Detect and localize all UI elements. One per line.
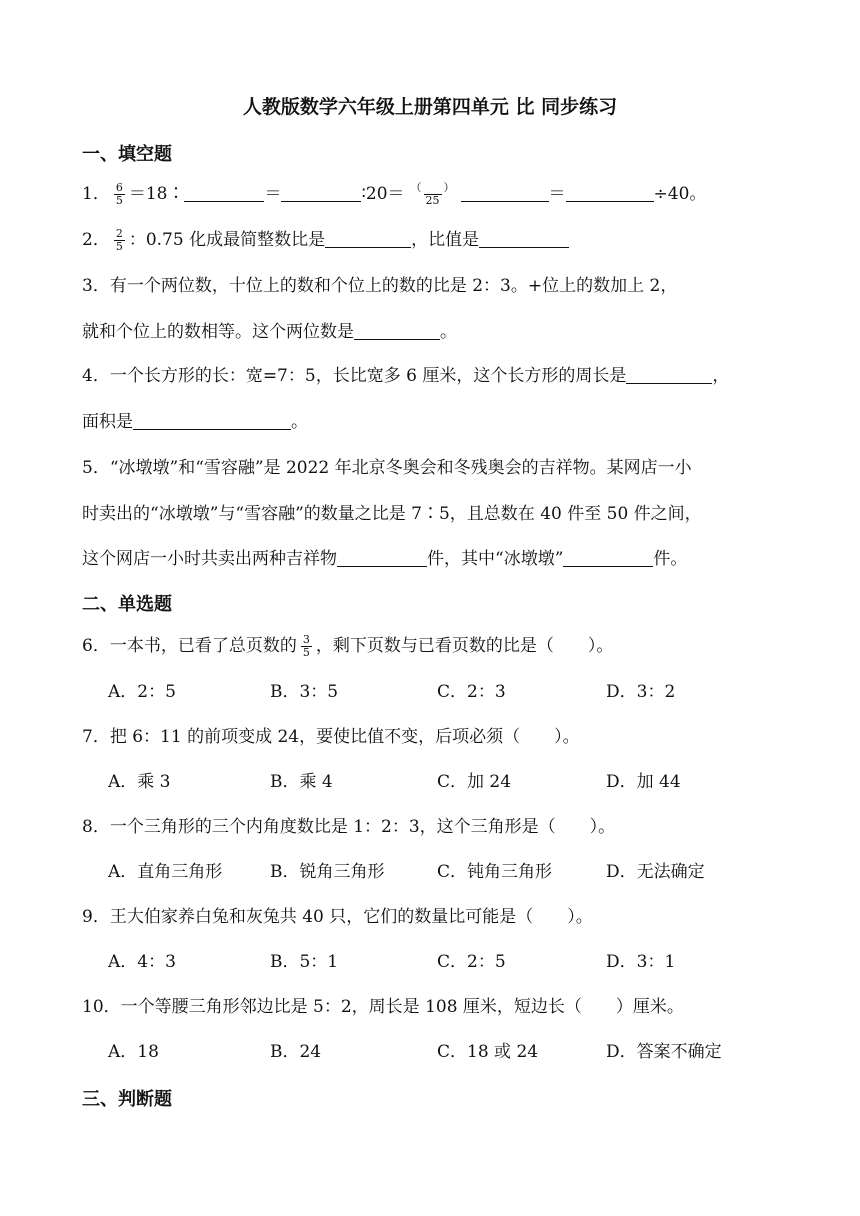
question-5-line-2: 时卖出的“冰墩墩”与“雪容融”的数量之比是 7∶5，且总数在 40 件至 50 件之间， <box>82 504 702 524</box>
option-d[interactable]: D．加 44 <box>606 772 681 792</box>
option-d[interactable]: D．3：2 <box>606 682 676 702</box>
question-5-line-1: 5．“冰墩墩”和“雪容融”是 2022 年北京冬奥会和冬残奥会的吉祥物。某网店一小 <box>82 458 692 478</box>
option-a[interactable]: A．18 <box>108 1042 159 1062</box>
answer-blank[interactable] <box>325 229 411 248</box>
section-choice-heading: 二、单选题 <box>82 594 172 615</box>
fraction: $\frac{6}{5}$ <box>115 181 123 207</box>
option-a[interactable]: A．4：3 <box>108 952 176 972</box>
question-5-line-3: 这个网店一小时共卖出两种吉祥物 件，其中“冰墩墩” 件。 <box>82 549 688 569</box>
question-3-line-2: 就和个位上的数相等。这个两位数是 。 <box>82 322 457 342</box>
question-6: 6．一本书，已看了总页数的 $\frac{3}{5}$ ，剩下页数与已看页数的比是（ ）。 <box>82 633 614 659</box>
option-b[interactable]: B．乘 4 <box>270 772 333 792</box>
option-d[interactable]: D．无法确定 <box>606 862 705 882</box>
question-4-line-1: 4．一个长方形的长：宽=7：5，长比宽多 6 厘米，这个长方形的周长是 ， <box>82 366 730 386</box>
fraction: $\frac{2}{5}$ <box>115 227 123 253</box>
question-7: 7．把 6：11 的前项变成 24，要使比值不变，后项必须（ ）。 <box>82 727 580 747</box>
option-a[interactable]: A．2：5 <box>108 682 176 702</box>
option-c[interactable]: C．钝角三角形 <box>437 862 553 882</box>
option-c[interactable]: C．2：3 <box>437 682 506 702</box>
question-3-line-1: 3．有一个两位数，十位上的数和个位上的数的比是 2：3。+位上的数加上 2， <box>82 276 678 296</box>
answer-blank[interactable] <box>354 321 440 340</box>
answer-blank[interactable] <box>184 183 264 202</box>
answer-blank[interactable] <box>281 183 361 202</box>
option-d[interactable]: D．答案不确定 <box>606 1042 722 1062</box>
option-b[interactable]: B．3：5 <box>270 682 339 702</box>
option-b[interactable]: B．5：1 <box>270 952 339 972</box>
answer-blank[interactable] <box>337 548 427 567</box>
question-10: 10．一个等腰三角形邻边比是 5：2，周长是 108 厘米，短边长（ ）厘米。 <box>82 997 684 1017</box>
fraction: $\frac{( )}{25}$ <box>410 181 455 207</box>
question-8: 8．一个三角形的三个内角度数比是 1：2：3，这个三角形是（ ）。 <box>82 817 616 837</box>
option-a[interactable]: A．直角三角形 <box>108 862 223 882</box>
option-c[interactable]: C．加 24 <box>437 772 512 792</box>
question-1: 1． $\frac{6}{5}$ ＝18∶ ＝ ∶20＝ $\frac{( )}{25}$ ＝ ÷40。 <box>82 181 707 207</box>
answer-blank[interactable] <box>133 411 291 430</box>
answer-blank[interactable] <box>461 183 549 202</box>
option-c[interactable]: C．2：5 <box>437 952 506 972</box>
option-a[interactable]: A．乘 3 <box>108 772 171 792</box>
option-b[interactable]: B．锐角三角形 <box>270 862 385 882</box>
answer-blank[interactable] <box>563 548 653 567</box>
question-2: 2． $\frac{2}{5}$ ：0.75 化成最简整数比是 ，比值是 <box>82 228 569 253</box>
section-fill-heading: 一、填空题 <box>82 144 172 165</box>
answer-blank[interactable] <box>479 229 569 248</box>
question-9: 9．王大伯家养白兔和灰兔共 40 只，它们的数量比可能是（ ）。 <box>82 907 593 927</box>
fraction: $\frac{3}{5}$ <box>302 633 310 659</box>
page-title: 人教版数学六年级上册第四单元 比 同步练习 <box>242 96 618 118</box>
section-judge-heading: 三、判断题 <box>82 1089 172 1110</box>
answer-blank[interactable] <box>566 183 654 202</box>
answer-blank[interactable] <box>626 365 712 384</box>
option-c[interactable]: C．18 或 24 <box>437 1042 539 1062</box>
question-number: 1． <box>82 184 110 204</box>
option-b[interactable]: B．24 <box>270 1042 322 1062</box>
question-4-line-2: 面积是 。 <box>82 412 308 432</box>
option-d[interactable]: D．3：1 <box>606 952 676 972</box>
question-number: 2． <box>82 230 110 250</box>
